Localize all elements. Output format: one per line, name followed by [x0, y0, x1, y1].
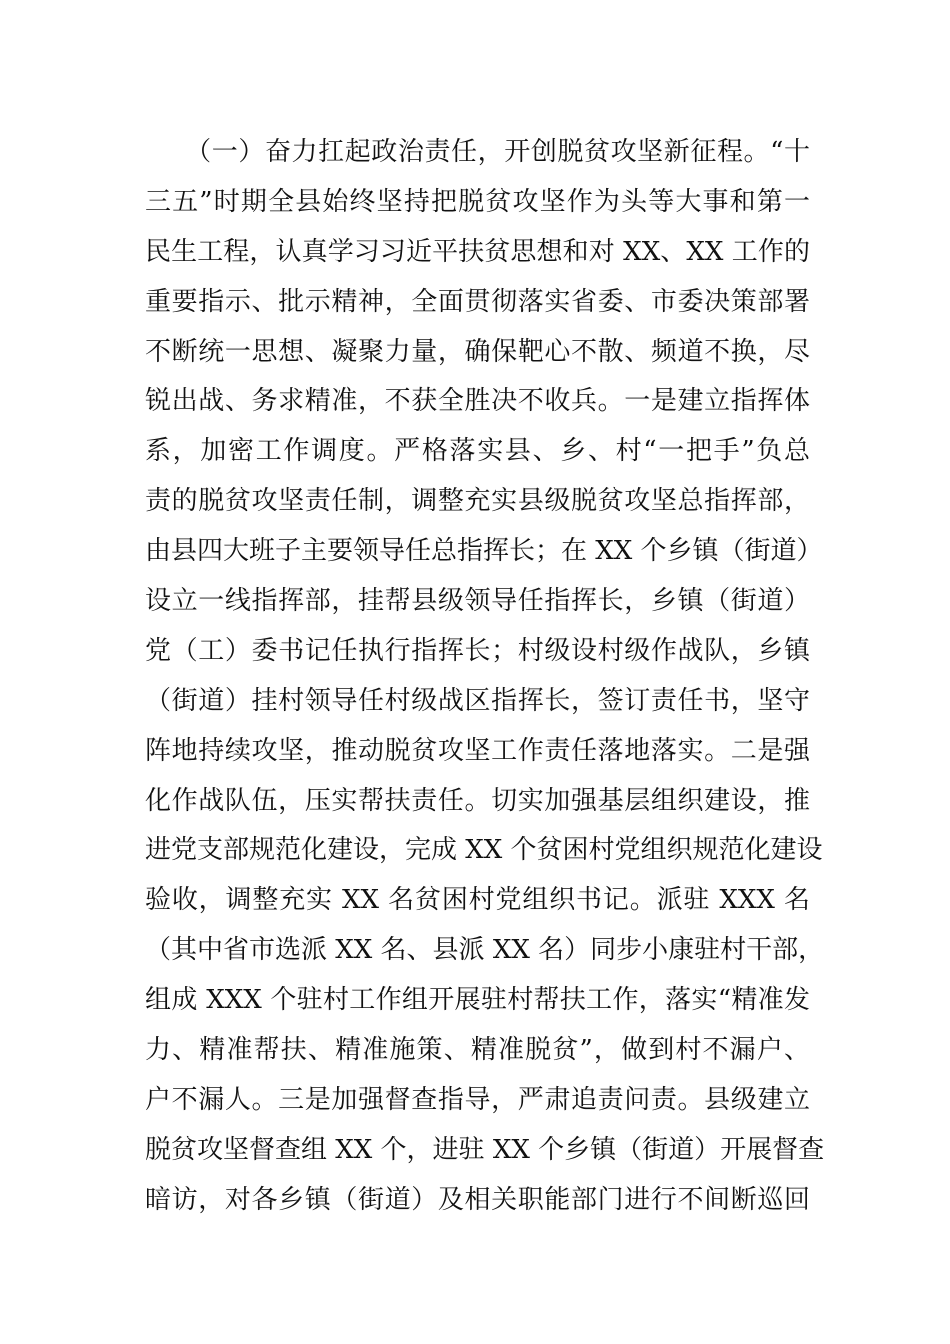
text-line: 三五”时期全县始终坚持把脱贫攻坚作为头等大事和第一: [145, 186, 810, 217]
text-line: 暗访，对各乡镇（街道）及相关职能部门进行不间断巡回: [145, 1184, 810, 1215]
text-line: 重要指示、批示精神，全面贯彻落实省委、市委决策部署: [145, 286, 810, 317]
text-line: 民生工程，认真学习习近平扶贫思想和对 XX、XX 工作的: [145, 236, 810, 267]
text-line: 进党支部规范化建设，完成 XX 个贫困村党组织规范化建设: [145, 835, 823, 866]
text-line: 责的脱贫攻坚责任制，调整充实县级脱贫攻坚总指挥部，: [145, 486, 810, 517]
text-line: 党（工）委书记任执行指挥长；村级设村级作战队，乡镇: [145, 635, 810, 666]
text-line: 组成 XXX 个驻村工作组开展驻村帮扶工作，落实“精准发: [145, 985, 810, 1016]
text-line: 户不漏人。三是加强督查指导，严肃追责问责。县级建立: [145, 1084, 810, 1115]
text-line: 验收，调整充实 XX 名贫困村党组织书记。派驻 XXX 名: [145, 885, 810, 916]
text-line: 化作战队伍，压实帮扶责任。切实加强基层组织建设，推: [145, 785, 810, 816]
text-line: 不断统一思想、凝聚力量，确保靶心不散、频道不换，尽: [145, 336, 810, 367]
text-line: 脱贫攻坚督查组 XX 个，进驻 XX 个乡镇（街道）开展督查: [145, 1134, 825, 1165]
body-paragraph: [145, 128, 825, 1226]
text-line: 力、精准帮扶、精准施策、精准脱贫”，做到村不漏户、: [145, 1035, 810, 1066]
text-line: 设立一线指挥部，挂帮县级领导任指挥长，乡镇（街道）: [145, 586, 810, 617]
text-line: 由县四大班子主要领导任总指挥长；在 XX 个乡镇（街道）: [145, 536, 823, 567]
text-line: （一）奋力扛起政治责任，开创脱贫攻坚新征程。“十: [145, 137, 810, 167]
text-line: （其中省市选派 XX 名、县派 XX 名）同步小康驻村干部，: [145, 935, 825, 966]
text-line: 阵地持续攻坚，推动脱贫攻坚工作责任落地落实。二是强: [145, 735, 810, 766]
text-line: （街道）挂村领导任村级战区指挥长，签订责任书，坚守: [145, 685, 810, 716]
text-line: 锐出战、务求精准，不获全胜决不收兵。一是建立指挥体: [145, 386, 810, 417]
text-line: 系，加密工作调度。严格落实县、乡、村“一把手”负总: [145, 436, 810, 467]
